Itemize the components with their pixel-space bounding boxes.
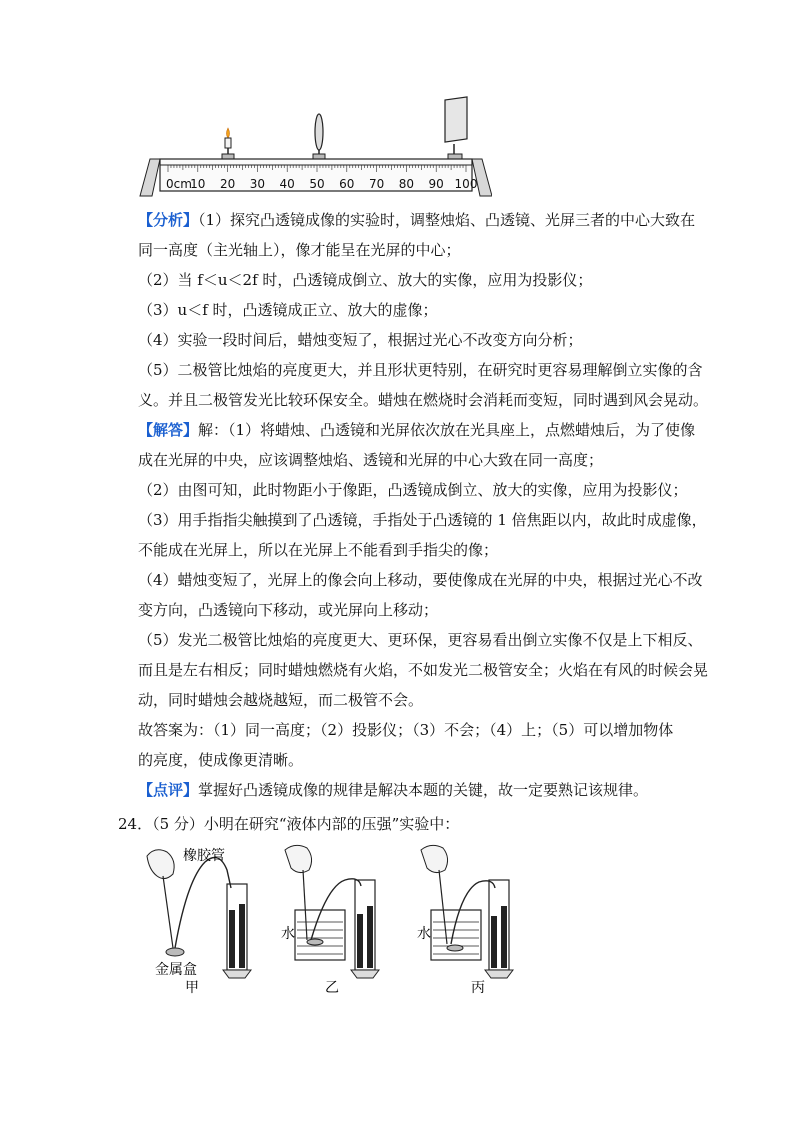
ruler-label: 0cm: [166, 177, 192, 191]
analysis-line-5: （4）实验一段时间后，蜡烛变短了，根据过光心不改变方向分析；: [138, 331, 583, 349]
answer-line-10: 动，同时蜡烛会越烧越短，而二极管不会。: [138, 691, 424, 709]
analysis-line-4: （3）u＜f 时，凸透镜成正立、放大的虚像；: [138, 301, 438, 319]
metal-box-label: 金属盒: [155, 962, 197, 978]
lens-icon: [315, 114, 323, 150]
analysis-line-1: 【分析】（1）探究凸透镜成像的实验时，调整烛焰、凸透镜、光屏三者的中心大致在: [138, 211, 696, 229]
answer-line-4: （3）用手指指尖触摸到了凸透镜，手指处于凸透镜的 1 倍焦距以内，故此时成虚像，: [138, 511, 707, 529]
ruler-label: 10: [190, 177, 206, 191]
ruler-label: 60: [339, 177, 355, 191]
answer-tag: 【解答】: [138, 421, 199, 439]
answer-line-11: 故答案为：（1）同一高度；（2）投影仪；（3）不会；（4）上；（5）可以增加物体: [138, 721, 674, 739]
answer-line-7: 变方向，凸透镜向下移动，或光屏向上移动；: [138, 601, 439, 619]
analysis-tag: 【分析】: [138, 211, 199, 229]
rubber-tube-label: 橡胶管: [183, 848, 225, 864]
ruler-label: 100: [454, 177, 478, 191]
answer-line-2: 成在光屏的中央，应该调整烛焰、透镜和光屏的中心大致在同一高度；: [138, 451, 604, 469]
water-label: 水: [417, 926, 431, 942]
label-yi: 乙: [325, 980, 339, 996]
ruler-label: 50: [309, 177, 325, 191]
setup-bing: [417, 845, 513, 996]
screen-icon: [445, 97, 467, 142]
analysis-line-3: （2）当 f＜u＜2f 时，凸透镜成倒立、放大的实像，应用为投影仪；: [138, 271, 593, 289]
beaker-icon: [295, 910, 345, 960]
ruler-label: 30: [249, 177, 266, 191]
optical-bench-figure: [132, 96, 492, 202]
answer-line-1: 【解答】解：（1）将蜡烛、凸透镜和光屏依次放在光具座上，点燃蜡烛后，为了使像: [138, 421, 696, 439]
question-24: 24．（5 分）小明在研究“液体内部的压强”实验中：: [118, 815, 460, 833]
water-label: 水: [281, 926, 295, 942]
hand-icon: [285, 845, 312, 872]
solution-text: [138, 205, 709, 805]
analysis-line-6: （5）二极管比烛焰的亮度更大，并且形状更特别，在研究时更容易理解倒立实像的含: [138, 361, 703, 379]
analysis-line-7: 义。并且二极管发光比较环保安全。蜡烛在燃烧时会消耗而变短，同时遇到风会晃动。: [138, 391, 709, 409]
ruler-label: 20: [219, 177, 236, 191]
pressure-experiment-figure: [135, 840, 535, 1000]
ruler-label: 40: [279, 177, 295, 191]
flame-icon: [227, 128, 230, 138]
answer-line-9: 而且是左右相反；同时蜡烛燃烧有火焰，不如发光二极管安全；火焰在有风的时候会晃: [138, 661, 709, 679]
label-bing: 丙: [471, 980, 485, 996]
candle-icon: [225, 138, 231, 148]
answer-line-3: （2）由图可知，此时物距小于像距，凸透镜成倒立、放大的实像，应用为投影仪；: [138, 481, 688, 499]
comment-line: 【点评】掌握好凸透镜成像的规律是解决本题的关键，故一定要熟记该规律。: [138, 781, 649, 799]
metal-box-icon: [166, 948, 184, 956]
answer-line-12: 的亮度，使成像更清晰。: [138, 751, 304, 769]
answer-line-6: （4）蜡烛变短了，光屏上的像会向上移动，要使像成在光屏的中央，根据过光心不改: [138, 571, 703, 589]
label-jia: 甲: [185, 980, 199, 996]
comment-tag: 【点评】: [138, 781, 199, 799]
answer-line-5: 不能成在光屏上，所以在光屏上不能看到手指尖的像；: [138, 541, 499, 559]
ruler-label: 80: [398, 177, 415, 191]
hand-icon: [421, 845, 448, 872]
setup-jia: [147, 847, 251, 996]
ruler-label: 70: [368, 177, 385, 191]
setup-yi: [281, 845, 379, 996]
analysis-line-2: 同一高度（主光轴上），像才能呈在光屏的中心；: [138, 241, 461, 259]
answer-line-8: （5）发光二极管比烛焰的亮度更大、更环保，更容易看出倒立实像不仅是上下相反、: [138, 631, 703, 649]
beaker-icon: [431, 910, 481, 960]
ruler-label: 90: [428, 177, 444, 191]
hand-icon: [147, 850, 174, 879]
